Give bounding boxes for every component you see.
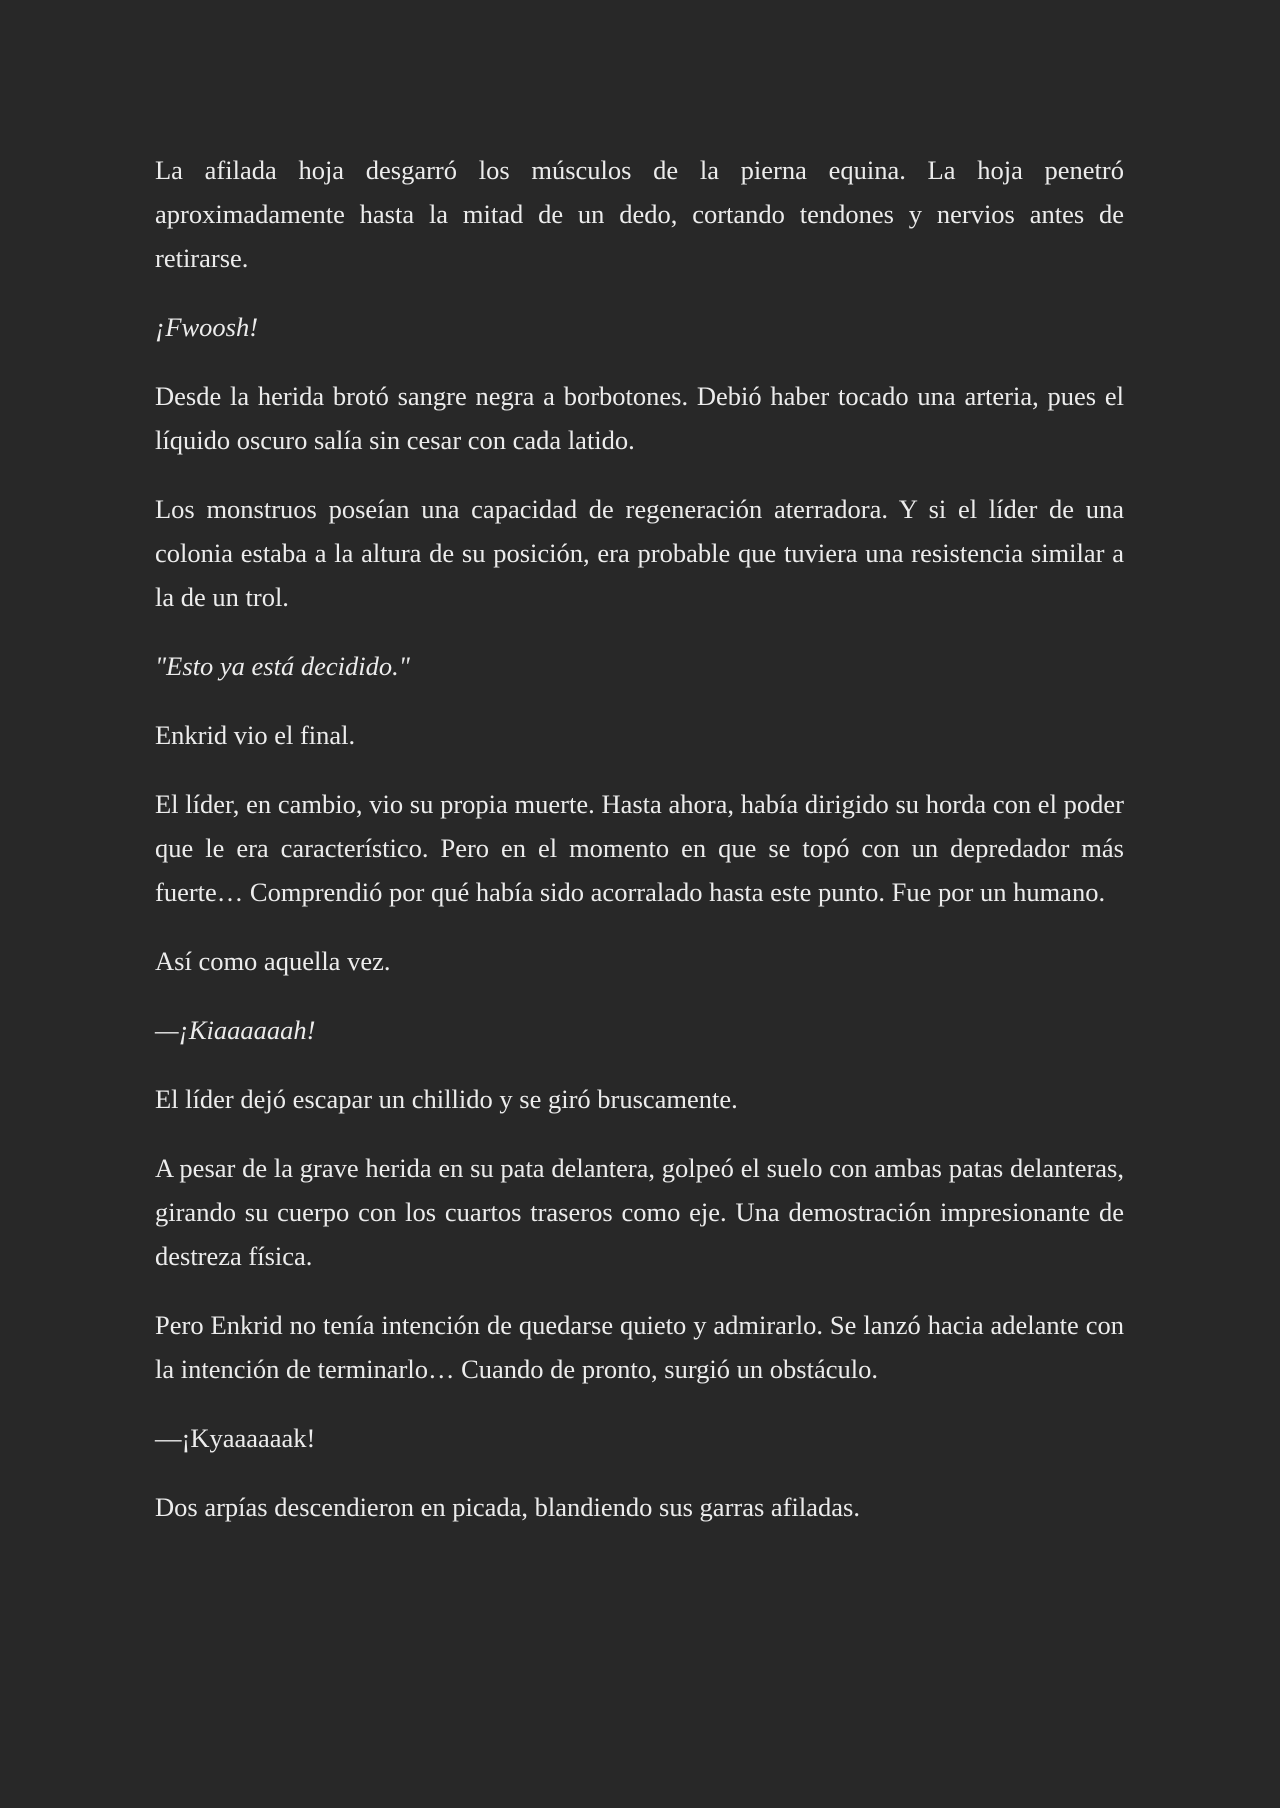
sound-effect: ¡Fwoosh!: [155, 312, 259, 342]
paragraph: Dos arpías descendieron en picada, blandiendo sus garras afiladas.: [155, 1492, 860, 1522]
dialogue-line: —¡Kyaaaaaak!: [155, 1423, 316, 1453]
paragraph: Pero Enkrid no tenía intención de quedarse quieto y admirarlo. Se lanzó hacia adelante con la intención de terminarlo… Cuando de pronto, surgió un obstáculo.: [155, 1310, 1124, 1384]
paragraph: Los monstruos poseían una capacidad de regeneración aterradora. Y si el líder de una colonia estaba a la altura de su posición, era probable que tuviera una resistencia similar a la de un trol.: [155, 494, 1124, 612]
reader-content: [155, 148, 1124, 1554]
paragraph: Así como aquella vez.: [155, 946, 391, 976]
paragraph: El líder, en cambio, vio su propia muerte. Hasta ahora, había dirigido su horda con el poder que le era característico. Pero en el momento en que se topó con un depredador más fuerte… Comprendió por qué había sido acorralado hasta este punto. Fue por un humano.: [155, 789, 1124, 907]
paragraph: Desde la herida brotó sangre negra a borbotones. Debió haber tocado una arteria, pues el líquido oscuro salía sin cesar con cada latido.: [155, 381, 1124, 455]
sound-effect: —¡Kiaaaaaah!: [155, 1015, 316, 1045]
paragraph: El líder dejó escapar un chillido y se giró bruscamente.: [155, 1084, 738, 1114]
inner-thought: "Esto ya está decidido.": [155, 651, 410, 681]
paragraph: Enkrid vio el final.: [155, 720, 356, 750]
paragraph: A pesar de la grave herida en su pata delantera, golpeó el suelo con ambas patas delanteras, girando su cuerpo con los cuartos traseros como eje. Una demostración impresionante de destreza física.: [155, 1153, 1124, 1271]
paragraph: La afilada hoja desgarró los músculos de la pierna equina. La hoja penetró aproximadamente hasta la mitad de un dedo, cortando tendones y nervios antes de retirarse.: [155, 155, 1124, 273]
